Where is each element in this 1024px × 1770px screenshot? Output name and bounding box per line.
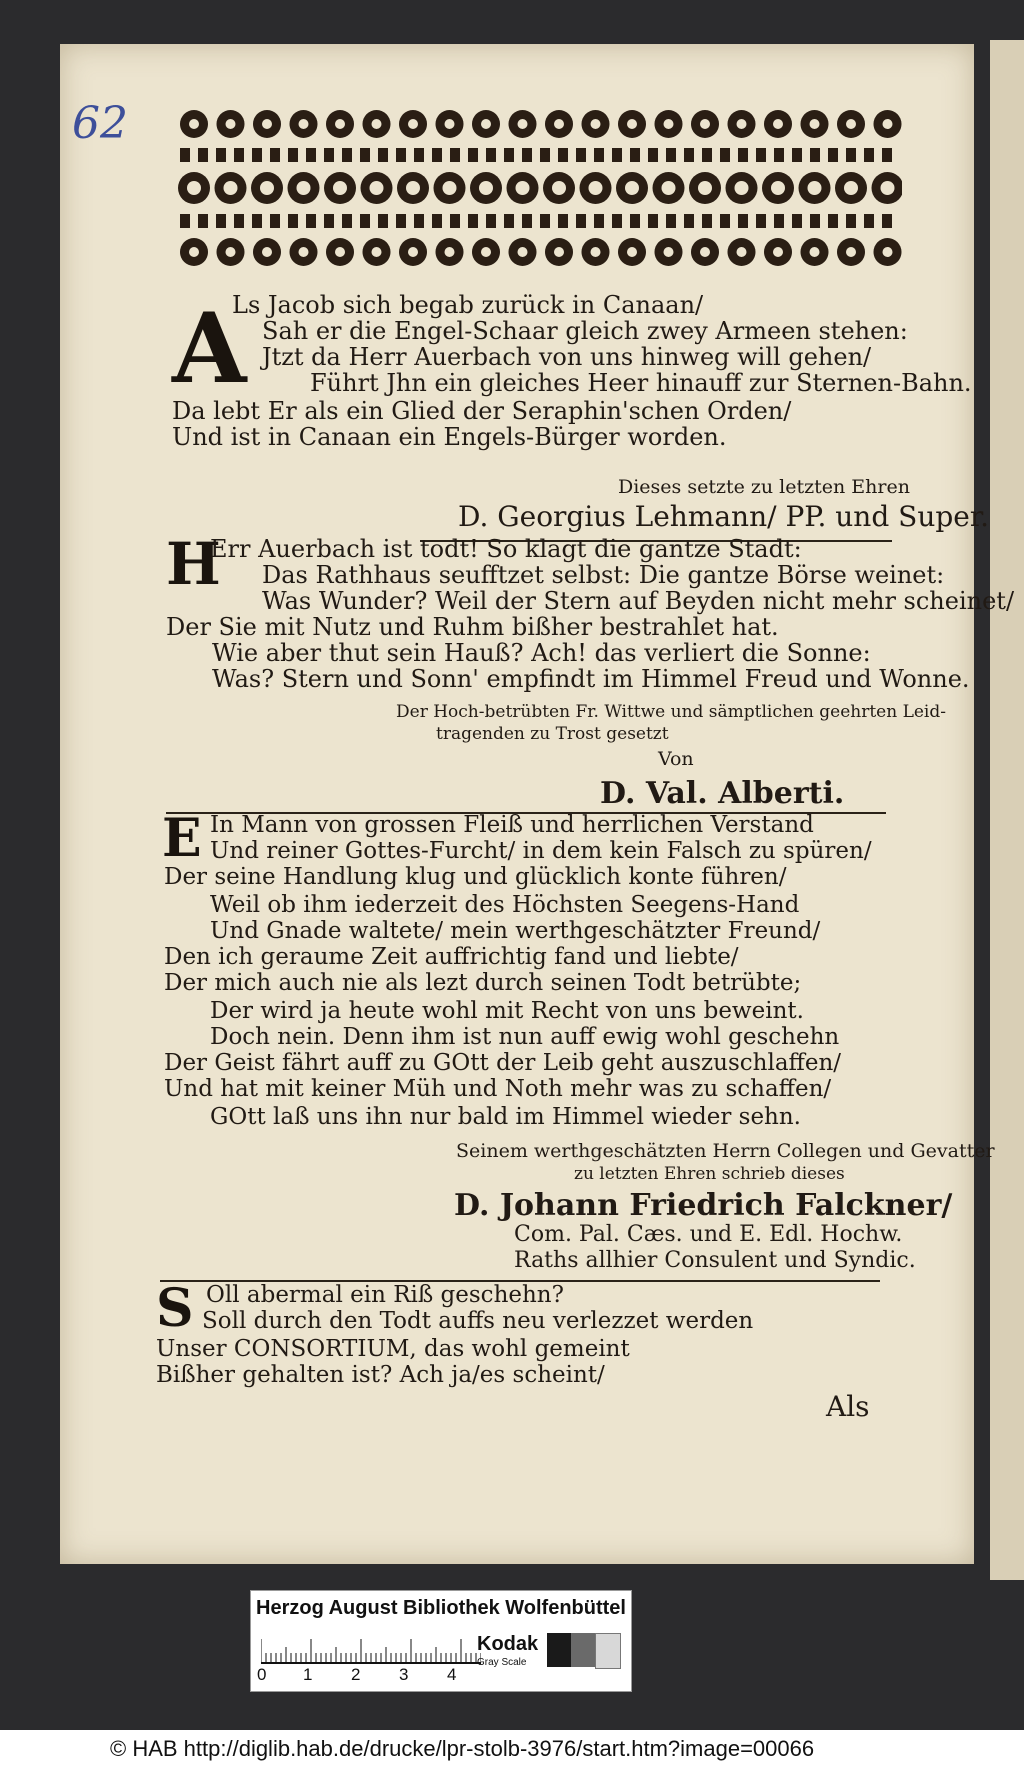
ruler-number: 3	[399, 1665, 409, 1684]
stanza3-line: Den ich geraume Zeit auffrichtig fand und liebte/	[164, 944, 739, 970]
stanza3-line: Der wird ja heute wohl mit Recht von uns beweint.	[210, 998, 804, 1024]
ruler-number: 0	[257, 1665, 267, 1684]
dropcap-H: H	[166, 530, 221, 598]
stanza-2-dedication-2: tragenden zu Trost gesetzt	[436, 724, 669, 744]
kodak-brand: Kodak	[477, 1633, 539, 1655]
ruler-number: 2	[351, 1665, 361, 1684]
stanza3-line: Der seine Handlung klug und glücklich konte führen/	[164, 864, 787, 890]
stanza3-line: Doch nein. Denn ihm ist nun auff ewig wohl geschehn	[210, 1024, 840, 1050]
ruler-number: 1	[303, 1665, 313, 1684]
footer-bar	[0, 1730, 1024, 1770]
stanza-3-title-2: Raths allhier Consulent und Syndic.	[514, 1248, 916, 1273]
stanza1-line: Ls Jacob sich begab zurück in Canaan/	[232, 291, 704, 319]
dropcap-A: A	[172, 292, 247, 405]
stanza3-line: Und reiner Gottes-Furcht/ in dem kein Falsch zu spüren/	[210, 838, 872, 864]
gray-scale-label: Gray Scale	[477, 1657, 527, 1668]
stanza4-line: Oll abermal ein Riß geschehn?	[206, 1282, 564, 1308]
stanza2-line: Das Rathhaus seufftzet selbst: Die gantze Börse weinet:	[262, 561, 945, 589]
stanza-3-dedication-1: Seinem werthgeschätzten Herrn Collegen und Gevatter	[456, 1140, 995, 1162]
gray-swatch-light	[595, 1633, 621, 1669]
stanza3-line: Der mich auch nie als lezt durch seinen Todt betrübte;	[164, 970, 802, 996]
stanza-1-author: D. Georgius Lehmann/ PP. und Super.	[458, 500, 990, 533]
dropcap-S: S	[156, 1278, 194, 1339]
stanza-2-von: Von	[658, 748, 694, 770]
stanza1-line: Führt Jhn ein gleiches Heer hinauff zur Sternen-Bahn.	[310, 369, 972, 397]
stanza-3-author: D. Johann Friedrich Falckner/	[454, 1188, 953, 1223]
gray-swatch-black	[547, 1633, 573, 1667]
stanza-3-title-1: Com. Pal. Cæs. und E. Edl. Hochw.	[514, 1222, 903, 1247]
copyright-url: © HAB http://diglib.hab.de/drucke/lpr-stolb-3976/start.htm?image=00066	[110, 1736, 815, 1761]
stanza2-line: Was? Stern und Sonn' empfindt im Himmel Freud und Wonne.	[212, 665, 970, 693]
stanza-2-author: D. Val. Alberti.	[600, 776, 845, 811]
stanza-1-dedication: Dieses setzte zu letzten Ehren	[618, 476, 910, 498]
stanza3-line: Der Geist fährt auff zu GOtt der Leib geht auszuschlaffen/	[164, 1050, 842, 1076]
stanza3-line: GOtt laß uns ihn nur bald im Himmel wieder sehn.	[210, 1104, 801, 1130]
stanza1-line: Und ist in Canaan ein Engels-Bürger worden.	[172, 423, 727, 451]
ornament-band	[176, 100, 902, 276]
stanza1-line: Sah er die Engel-Schaar gleich zwey Armeen stehen:	[262, 317, 908, 345]
folio-number: 62	[72, 98, 128, 149]
stanza3-line: Weil ob ihm iederzeit des Höchsten Seegens-Hand	[210, 892, 800, 918]
stanza2-line: Err Auerbach ist todt! So klagt die gantze Stadt:	[210, 535, 802, 563]
stanza-2-dedication-1: Der Hoch-betrübten Fr. Wittwe und sämptlichen geehrten Leid-	[396, 702, 946, 722]
catchword: Als	[826, 1390, 870, 1423]
stanza3-line: In Mann von grossen Fleiß und herrlichen Verstand	[210, 812, 814, 838]
library-name: Herzog August Bibliothek Wolfenbüttel	[256, 1597, 626, 1619]
ruler	[261, 1635, 481, 1665]
ruler-number: 4	[447, 1665, 457, 1684]
stanza-3-dedication-2: zu letzten Ehren schrieb dieses	[574, 1164, 845, 1184]
stanza3-line: Und Gnade waltete/ mein werthgeschätzter Freund/	[210, 918, 821, 944]
gray-swatch-mid	[571, 1633, 597, 1667]
next-page-edge	[990, 40, 1024, 1580]
stanza4-line: Soll durch den Todt auffs neu verlezzet werden	[202, 1308, 754, 1334]
stanza2-line: Wie aber thut sein Hauß? Ach! das verliert die Sonne:	[212, 639, 871, 667]
stanza4-line: Unser CONSORTIUM, das wohl gemeint	[156, 1336, 630, 1362]
stanza3-line: Und hat mit keiner Müh und Noth mehr was zu schaffen/	[164, 1076, 832, 1102]
dropcap-E: E	[162, 808, 202, 869]
stanza2-line: Der Sie mit Nutz und Ruhm bißher bestrahlet hat.	[166, 613, 779, 641]
stanza4-line: Bißher gehalten ist? Ach ja/es scheint/	[156, 1362, 605, 1388]
stanza2-line: Was Wunder? Weil der Stern auf Beyden nicht mehr scheinet/	[262, 587, 1015, 615]
library-colorbar	[250, 1590, 632, 1692]
stanza1-line: Da lebt Er als ein Glied der Seraphin'schen Orden/	[172, 397, 792, 425]
stanza1-line: Jtzt da Herr Auerbach von uns hinweg will gehen/	[262, 343, 872, 371]
